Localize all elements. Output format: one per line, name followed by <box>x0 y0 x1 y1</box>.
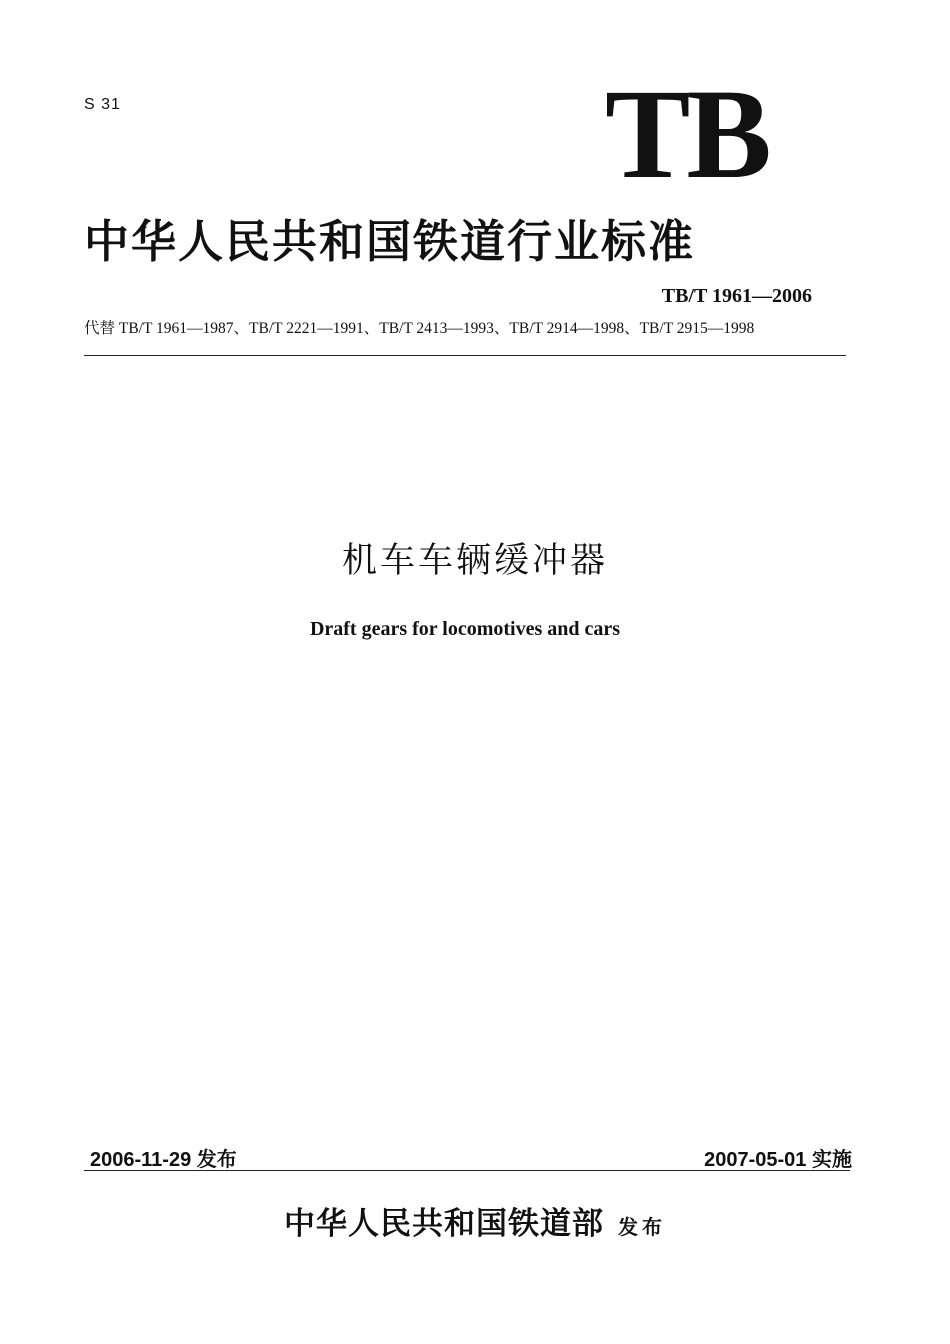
issue-date: 2006-11-29 发布 <box>90 1149 237 1171</box>
effective-date: 2007-05-01 实施 <box>704 1149 852 1171</box>
standard-number: TB/T 1961—2006 <box>661 285 812 307</box>
publisher-action: 发布 <box>618 1215 666 1239</box>
publisher <box>0 1198 950 1243</box>
document-title-chinese: 机车车辆缓冲器 <box>341 541 608 581</box>
standard-category-title: 中华人民共和国铁道行业标准 <box>84 215 696 268</box>
header-divider <box>84 355 846 356</box>
publisher-name: 中华人民共和国铁道部 <box>284 1206 604 1242</box>
document-title-english: Draft gears for locomotives and cars <box>309 618 621 640</box>
replaces-standards: 代替 TB/T 1961—1987、TB/T 2221—1991、TB/T 2413—1993、TB/T 2914—1998、TB/T 2915—1998 <box>84 320 755 337</box>
standard-logo: TB <box>605 63 768 205</box>
classification-code: S 31 <box>84 96 121 113</box>
footer-divider <box>84 1170 850 1171</box>
